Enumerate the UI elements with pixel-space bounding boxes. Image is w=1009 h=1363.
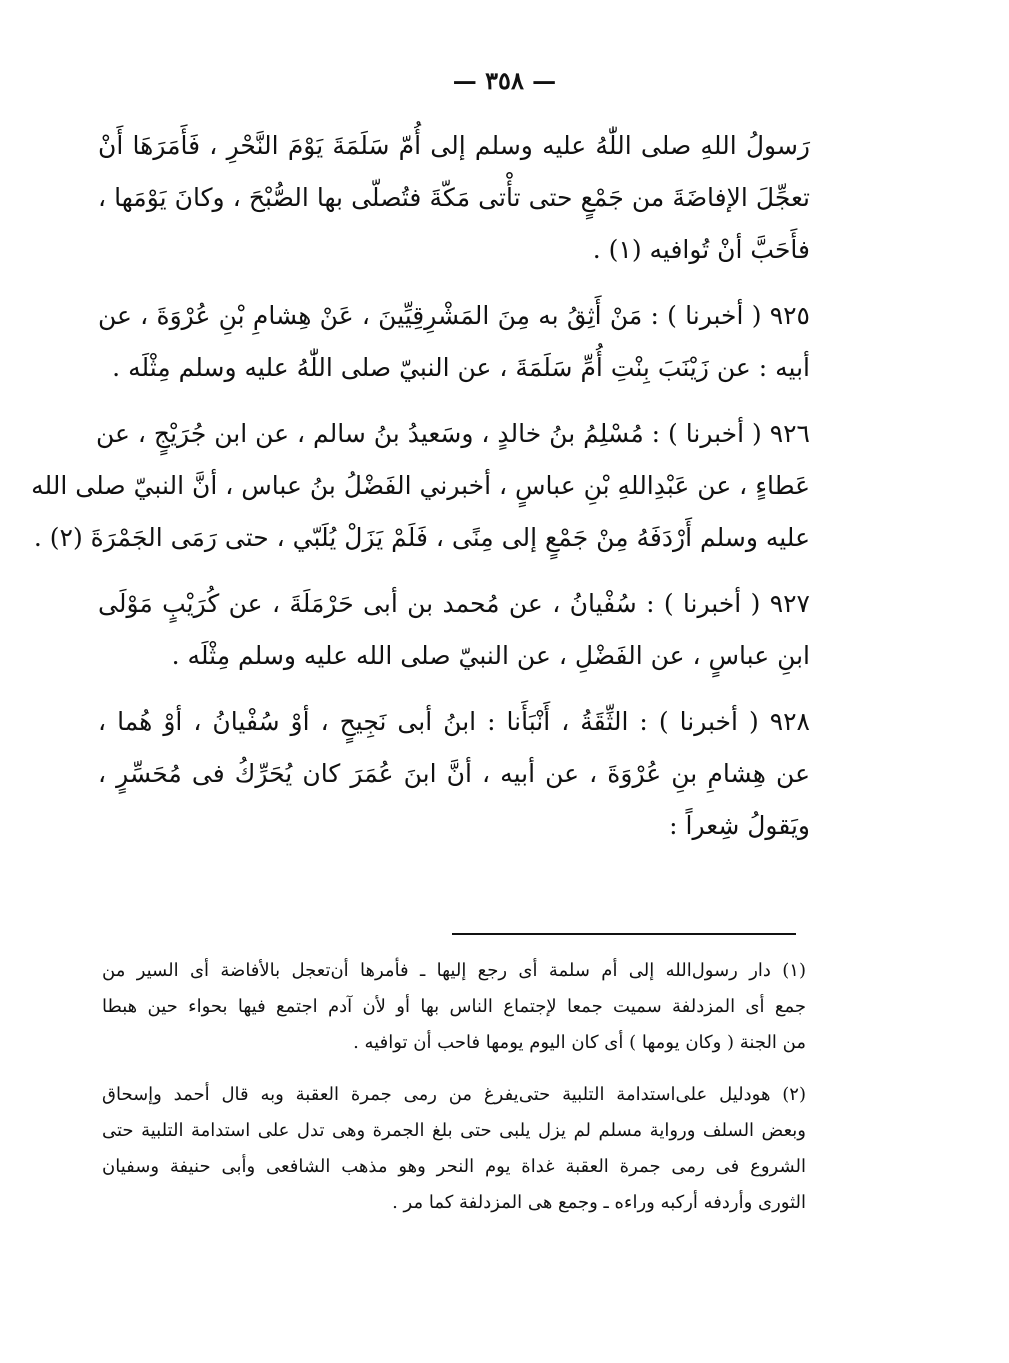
footnote-line: الثورى وأردفه أركبه وراءه ـ وجمع هى المزدلفة كما مر . bbox=[392, 1192, 806, 1213]
footnote-line: وبعض السلف ورواية مسلم لم يزل يلبى حتى بلغ الجمرة وهى تدل على استدامة التلبية حتى bbox=[102, 1120, 806, 1141]
paragraph-925 bbox=[98, 290, 810, 394]
text-line: رَسولُ اللهِ صلى اللّٰهُ عليه وسلم إلى أُمّ سَلَمَةَ يَوْمَ النَّحْرِ ، فَأَمَرَهَا أَنْ bbox=[98, 131, 810, 160]
footnote-line: (١) دار رسول‌الله إلى أم سلمة أى رجع إليها ـ فأمرها أن‌تعجل بالأفاضة أى السير من bbox=[102, 960, 806, 981]
text-line: ٩٢٧ ( أخبرنا ) : سُفْيانُ ، عن مُحمد بن أبى حَرْمَلَةَ ، عن كُرَيْبٍ مَوْلَى bbox=[98, 589, 810, 618]
text-line: فأَحَبَّ أنْ تُوافيه (١) . bbox=[592, 235, 810, 264]
text-line: ٩٢٥ ( أخبرنا ) : مَنْ أَثِقُ به مِنَ المَشْرِقِيِّينَ ، عَنْ هِشامِ بْنِ عُرْوَةَ ، عن bbox=[98, 301, 810, 330]
paragraph-927 bbox=[98, 578, 810, 682]
text-line: تعجِّلَ الإفاضَةَ من جَمْعٍ حتى تأْتى مَكّةَ فتُصلّى بها الصُّبْحَ ، وكانَ يَوْمَها ، bbox=[98, 183, 810, 212]
footnote-divider bbox=[452, 933, 796, 935]
text-line: ابنِ عباسٍ ، عن الفَضْلِ ، عن النبيّ صلى الله عليه وسلم مِثْلَه . bbox=[171, 641, 810, 670]
footnote-line: من الجنة ( وكان يومها ) أى كان اليوم يومها فاحب أن توافيه . bbox=[353, 1032, 806, 1053]
footnote-line: جمع أى المزدلفة سميت جمعا لإجتماع الناس بها أو لأن آدم اجتمع فيها بحواء حين هبطا bbox=[102, 996, 806, 1017]
text-line: ٩٢٦ ( أخبرنا ) : مُسْلِمُ بنُ خالدٍ ، وسَعيدُ بنُ سالم ، عن ابن جُرَيْجٍ ، عن bbox=[96, 419, 810, 448]
footnotes bbox=[102, 953, 806, 1237]
footnote-line: الشروع فى رمى جمرة العقبة غداة يوم النحر وهو مذهب الشافعى وأبى حنيفة وسفيان bbox=[102, 1156, 806, 1177]
paragraph-intro bbox=[98, 120, 810, 276]
paragraph-928 bbox=[98, 696, 810, 852]
text-line: عليه وسلم أَرْدَفَهُ مِنْ جَمْعٍ إلى مِنًى ، فَلَمْ يَزَلْ يُلَبّي ، حتى رَمَى الجَمْرَةَ (٢) . bbox=[33, 523, 810, 552]
main-text bbox=[31, 120, 810, 866]
footnote-2 bbox=[102, 1077, 806, 1221]
text-line: ٩٢٨ ( أخبرنا ) : الثِّقَةُ ، أَنْبَأَنا : ابنُ أبى نَجِيحٍ ، أوْ سُفْيانُ ، أوْ هُما ، bbox=[98, 707, 810, 736]
text-line: أبيه : عن زَيْنَبَ بِنْتِ أُمِّ سَلَمَةَ ، عن النبيّ صلى اللّٰهُ عليه وسلم مِثْلَه . bbox=[112, 353, 810, 382]
text-line: ويَقولُ شِعراً : bbox=[669, 811, 810, 840]
paragraph-926 bbox=[31, 408, 810, 564]
page-number: — ٣٥٨ — bbox=[452, 66, 557, 95]
text-line: عَطاءٍ ، عن عَبْدِاللهِ بْنِ عباسٍ ، أخبرني الفَضْلُ بنُ عباس ، أنَّ النبيّ صلى الله bbox=[31, 471, 810, 500]
text-line: عن هِشامِ بنِ عُرْوَةَ ، عن أبيه ، أنَّ ابنَ عُمَرَ كان يُحَرِّكُ فى مُحَسِّرٍ ، bbox=[98, 759, 810, 788]
footnote-line: (٢) هودليل على‌استدامة التلبية حتى‌يفرغ من رمى جمرة العقبة وبه قال أحمد وإسحاق bbox=[102, 1084, 806, 1105]
footnote-1 bbox=[102, 953, 806, 1061]
